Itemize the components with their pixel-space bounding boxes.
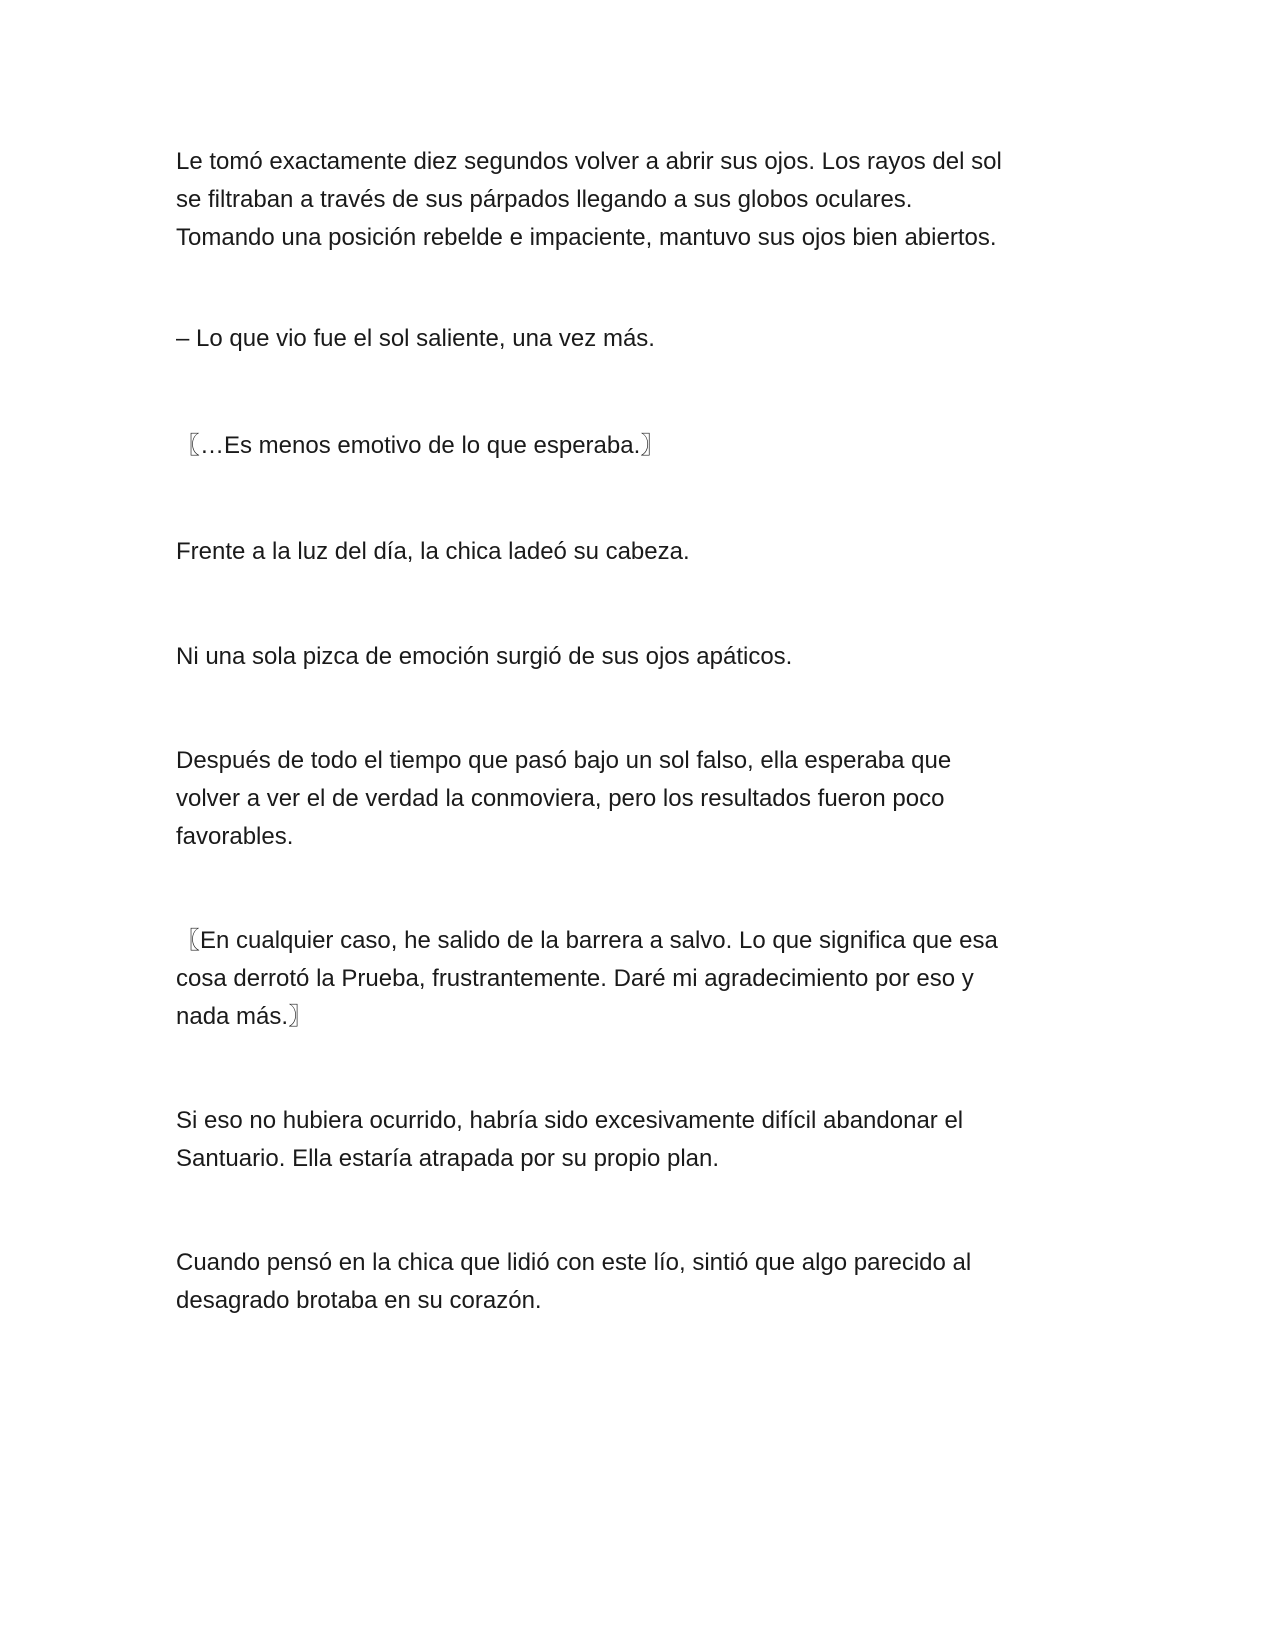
- text-line: Si eso no hubiera ocurrido, habría sido excesivamente difícil abandonar el: [176, 1107, 964, 1134]
- text-line: Tomando una posición rebelde e impaciente, mantuvo sus ojos bien abiertos.: [176, 224, 997, 251]
- text-line: Frente a la luz del día, la chica ladeó su cabeza.: [176, 538, 690, 565]
- paragraph-rising-sun: [176, 320, 655, 358]
- paragraph-tilted-head: [176, 533, 690, 571]
- text-line: se filtraban a través de sus párpados llegando a sus globos oculares.: [176, 186, 913, 213]
- text-line: Después de todo el tiempo que pasó bajo un sol falso, ella esperaba que: [176, 747, 952, 774]
- paragraph-displeasure: [176, 1244, 971, 1320]
- paragraph-apathetic-eyes: [176, 638, 792, 676]
- text-line: 〖En cualquier caso, he salido de la barrera a salvo. Lo que significa que esa: [176, 927, 998, 954]
- text-line: volver a ver el de verdad la conmoviera, pero los resultados fueron poco: [176, 785, 945, 812]
- paragraph-awakening: [176, 143, 1002, 257]
- paragraph-false-sun: [176, 742, 951, 856]
- paragraph-quote-barrier: [176, 922, 998, 1036]
- text-line: desagrado brotaba en su corazón.: [176, 1287, 542, 1314]
- paragraph-quote-emotive: [176, 427, 664, 465]
- text-line: Ni una sola pizca de emoción surgió de sus ojos apáticos.: [176, 643, 793, 670]
- text-line: – Lo que vio fue el sol saliente, una vez más.: [176, 325, 655, 352]
- text-line: Cuando pensó en la chica que lidió con este lío, sintió que algo parecido al: [176, 1249, 972, 1276]
- text-line: 〖…Es menos emotivo de lo que esperaba.〗: [176, 432, 665, 459]
- paragraph-sanctuary: [176, 1102, 963, 1178]
- text-line: Santuario. Ella estaría atrapada por su propio plan.: [176, 1145, 720, 1172]
- text-line: favorables.: [176, 823, 294, 850]
- text-line: cosa derrotó la Prueba, frustrantemente. Daré mi agradecimiento por eso y: [176, 965, 974, 992]
- text-line: nada más.〗: [176, 1003, 313, 1030]
- text-line: Le tomó exactamente diez segundos volver a abrir sus ojos. Los rayos del sol: [176, 148, 1002, 175]
